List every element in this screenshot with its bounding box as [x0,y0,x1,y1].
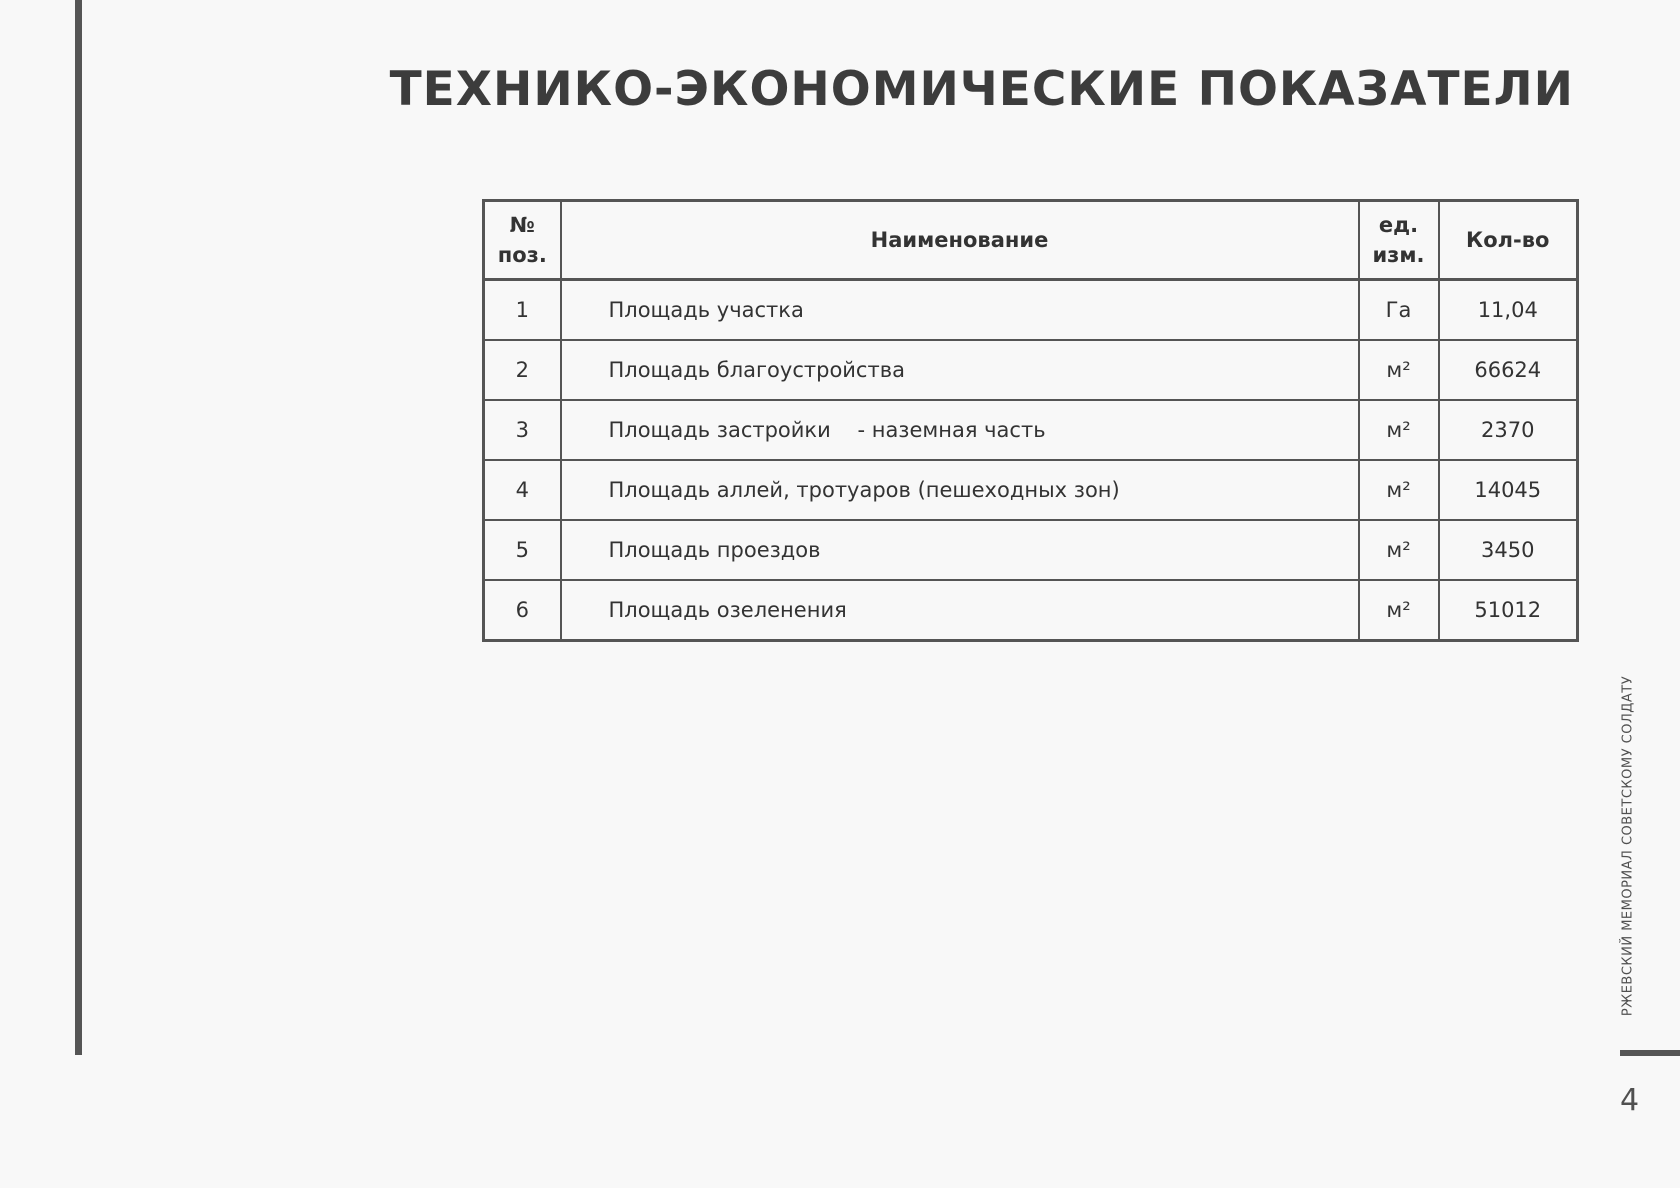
row-pos: 3 [484,400,561,460]
header-unit-line1: ед. [1378,213,1419,237]
row-pos: 1 [484,280,561,341]
row-unit: м² [1359,520,1439,580]
row-unit: м² [1359,460,1439,520]
page-title: ТЕХНИКО-ЭКОНОМИЧЕСКИЕ ПОКАЗАТЕЛИ [389,62,1574,117]
side-accent-bar [1620,1050,1680,1056]
row-qty: 11,04 [1439,280,1578,341]
row-unit: Га [1359,280,1439,341]
header-unit [1359,201,1439,280]
table-row [484,520,1578,580]
table-row [484,340,1578,400]
row-unit: м² [1359,580,1439,641]
row-pos: 2 [484,340,561,400]
header-name: Наименование [561,201,1359,280]
row-pos: 6 [484,580,561,641]
row-qty: 51012 [1439,580,1578,641]
table-row [484,580,1578,641]
row-qty: 66624 [1439,340,1578,400]
header-unit-line2: изм. [1372,243,1425,267]
row-pos: 4 [484,460,561,520]
row-unit: м² [1359,340,1439,400]
row-pos: 5 [484,520,561,580]
row-name: Площадь застройки - наземная часть [561,400,1359,460]
row-qty: 2370 [1439,400,1578,460]
page-number: 4 [1620,1083,1640,1118]
row-name: Площадь озеленения [561,580,1359,641]
row-name: Площадь участка [561,280,1359,341]
table-row [484,460,1578,520]
header-qty: Кол-во [1439,201,1578,280]
row-name: Площадь аллей, тротуаров (пешеходных зон) [561,460,1359,520]
header-pos: № поз. [484,201,561,280]
indicators-table [482,199,1579,642]
left-accent-bar [75,0,82,1055]
row-name: Площадь проездов [561,520,1359,580]
table-row [484,280,1578,341]
table-header-row [484,201,1578,280]
row-unit: м² [1359,400,1439,460]
row-qty: 14045 [1439,460,1578,520]
side-caption: РЖЕВСКИЙ МЕМОРИАЛ СОВЕТСКОМУ СОЛДАТУ [1620,675,1636,1017]
table-row [484,400,1578,460]
row-name: Площадь благоустройства [561,340,1359,400]
row-qty: 3450 [1439,520,1578,580]
